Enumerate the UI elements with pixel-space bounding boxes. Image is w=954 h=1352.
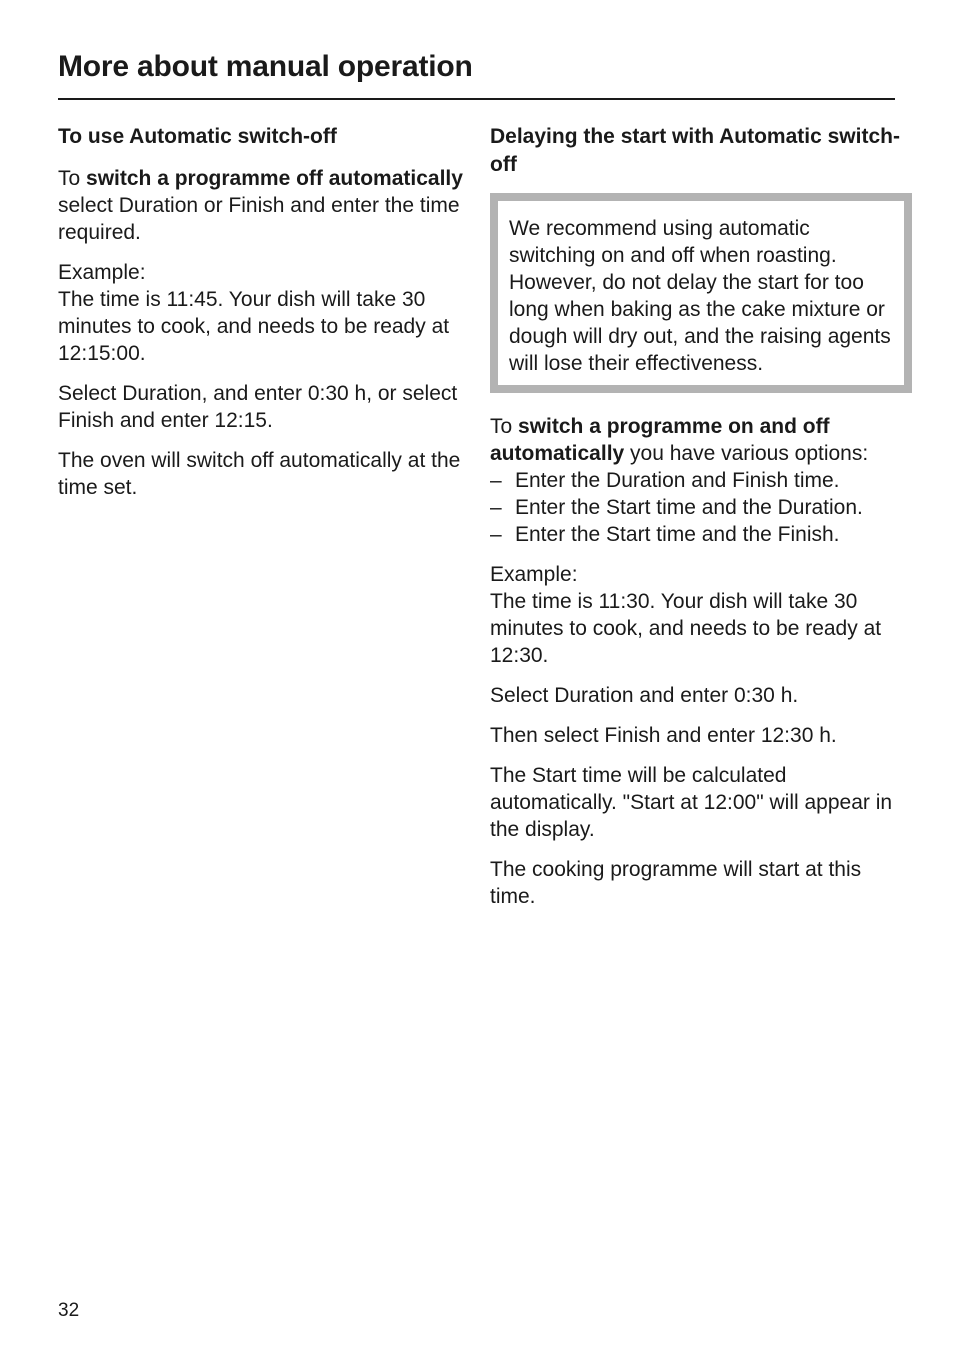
select-finish-paragraph: Then select Finish and enter 12:30 h. (490, 724, 837, 747)
start-time-paragraph: The Start time will be calculated automatically. "Start at 12:00" will appear in the display. (490, 764, 893, 841)
list-item (490, 521, 900, 548)
example-label: Example: (58, 261, 146, 284)
example-paragraph (490, 561, 900, 669)
example-text: The time is 11:30. Your dish will take 30 minutes to cook, and needs to be ready at 12:30. (490, 590, 882, 667)
select-duration-paragraph: Select Duration and enter 0:30 h. (490, 684, 799, 707)
options-list (490, 467, 900, 548)
instruction-prefix: To (58, 167, 87, 190)
section-heading-delaying-start: Delaying the start with Automatic switch-off (490, 125, 900, 176)
example-paragraph (58, 259, 463, 367)
instruction-rest: select Duration or Finish and enter the time required. (58, 194, 460, 244)
option-text: Enter the Duration and Finish time. (515, 469, 840, 492)
switch-off-instruction (58, 165, 463, 246)
left-column (58, 123, 463, 514)
duration-finish-paragraph: Select Duration, and enter 0:30 h, or select Finish and enter 12:15. (58, 382, 458, 432)
option-text: Enter the Start time and the Finish. (515, 523, 840, 546)
section-heading-automatic-switch-off: To use Automatic switch-off (58, 125, 337, 148)
switch-off-result-paragraph: The oven will switch off automatically at the time set. (58, 449, 461, 499)
instruction-emphasis: switch a programme off automatically (86, 167, 463, 190)
list-item (490, 467, 900, 494)
list-item (490, 494, 900, 521)
example-text: The time is 11:45. Your dish will take 30 minutes to cook, and needs to be ready at 12:15:00. (58, 288, 450, 365)
switch-on-off-instruction (490, 413, 900, 467)
recommendation-note-text: We recommend using automatic switching on and off when roasting. However, do not delay the start for too long when baking as the cake mixture or dough will dry out, and the raising agents will lose their effectiveness. (509, 217, 891, 375)
example-label: Example: (490, 563, 578, 586)
page-title: More about manual operation (58, 50, 473, 83)
instruction-prefix: To (490, 415, 519, 438)
right-column (490, 123, 900, 923)
page-number: 32 (58, 1300, 80, 1321)
dash-bullet: – (490, 469, 502, 492)
dash-bullet: – (490, 523, 502, 546)
dash-bullet: – (490, 496, 502, 519)
instruction-emphasis: switch a programme on and off automatically (490, 415, 830, 465)
option-text: Enter the Start time and the Duration. (515, 496, 863, 519)
instruction-rest: you have various options: (624, 442, 869, 465)
recommendation-note-box (490, 193, 912, 393)
programme-start-paragraph: The cooking programme will start at this time. (490, 858, 862, 908)
title-divider (58, 98, 895, 100)
